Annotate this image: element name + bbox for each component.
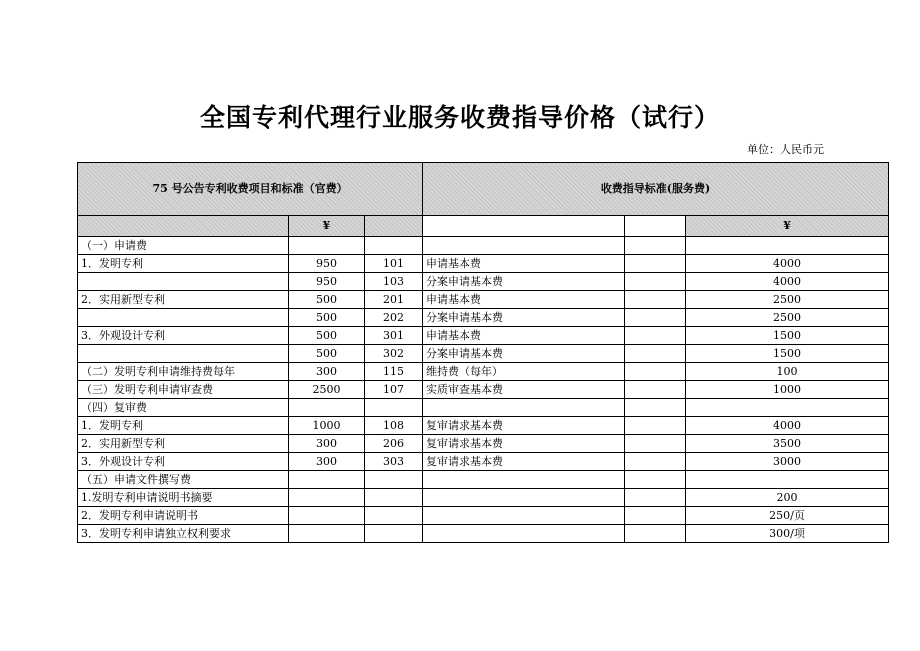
currency-unit: 单位：人民币元 xyxy=(747,143,824,156)
table-row xyxy=(78,291,889,309)
blank-cell xyxy=(625,273,686,291)
service-fee-amount xyxy=(686,471,889,489)
official-fee-amount: 1000 xyxy=(289,417,365,435)
fee-item: （三）发明专利申请审查费 xyxy=(78,381,289,399)
service-code: 303 xyxy=(365,453,423,471)
table-header-row xyxy=(78,163,889,216)
blank-cell xyxy=(625,525,686,543)
fee-item: 1.发明专利申请说明书摘要 xyxy=(78,489,289,507)
service-code xyxy=(365,489,423,507)
fee-item: （一）申请费 xyxy=(78,237,289,255)
service-item: 复审请求基本费 xyxy=(423,435,625,453)
service-fee-amount: 1500 xyxy=(686,345,889,363)
table-row xyxy=(78,399,889,417)
official-fee-amount xyxy=(289,237,365,255)
table-row xyxy=(78,363,889,381)
service-item: 实质审查基本费 xyxy=(423,381,625,399)
fee-item xyxy=(78,345,289,363)
page-title: 全国专利代理行业服务收费指导价格（试行） xyxy=(199,103,720,132)
fee-item: 3．发明专利申请独立权利要求 xyxy=(78,525,289,543)
official-fee-amount: 950 xyxy=(289,273,365,291)
service-fee-amount: 3000 xyxy=(686,453,889,471)
table-row xyxy=(78,525,889,543)
service-fee-amount: 3500 xyxy=(686,435,889,453)
service-item xyxy=(423,525,625,543)
service-item: 维持费（每年） xyxy=(423,363,625,381)
table-row xyxy=(78,453,889,471)
service-fee-amount: 4000 xyxy=(686,417,889,435)
service-fee-amount: 300/项 xyxy=(686,525,889,543)
blank-cell xyxy=(625,327,686,345)
official-fee-amount: 300 xyxy=(289,453,365,471)
official-fee-amount xyxy=(289,507,365,525)
blank-cell xyxy=(625,363,686,381)
service-item xyxy=(423,507,625,525)
service-fee-amount: 2500 xyxy=(686,291,889,309)
service-code: 115 xyxy=(365,363,423,381)
service-fee-amount: 200 xyxy=(686,489,889,507)
official-fee-amount xyxy=(289,489,365,507)
blank-cell xyxy=(625,471,686,489)
currency-cell-service: ¥ xyxy=(686,216,889,237)
service-item xyxy=(423,471,625,489)
fee-item: （二）发明专利申请维持费每年 xyxy=(78,363,289,381)
service-item: 申请基本费 xyxy=(423,255,625,273)
service-item: 申请基本费 xyxy=(423,327,625,345)
service-fee-amount xyxy=(686,237,889,255)
header-service-fees: 收费指导标准(服务费) xyxy=(423,163,889,216)
official-fee-amount: 300 xyxy=(289,363,365,381)
fee-item: 3．外观设计专利 xyxy=(78,453,289,471)
service-code: 206 xyxy=(365,435,423,453)
table-row xyxy=(78,435,889,453)
service-fee-amount: 4000 xyxy=(686,273,889,291)
service-item: 分案申请基本费 xyxy=(423,345,625,363)
service-fee-amount: 1500 xyxy=(686,327,889,345)
blank-cell xyxy=(625,291,686,309)
service-code: 301 xyxy=(365,327,423,345)
service-item: 分案申请基本费 xyxy=(423,309,625,327)
blank-cell xyxy=(625,489,686,507)
official-fee-amount xyxy=(289,471,365,489)
service-code xyxy=(365,471,423,489)
currency-row xyxy=(78,216,889,237)
blank-cell xyxy=(625,399,686,417)
official-fee-amount: 500 xyxy=(289,309,365,327)
official-fee-amount: 300 xyxy=(289,435,365,453)
fee-item: （五）申请文件撰写费 xyxy=(78,471,289,489)
header-official-fees: 75 号公告专利收费项目和标准（官费） xyxy=(78,163,423,216)
service-fee-amount: 4000 xyxy=(686,255,889,273)
fee-item: 2．实用新型专利 xyxy=(78,435,289,453)
table-row xyxy=(78,507,889,525)
table-row xyxy=(78,381,889,399)
table-row xyxy=(78,237,889,255)
blank-cell xyxy=(625,507,686,525)
official-fee-amount xyxy=(289,525,365,543)
fee-item: 1．发明专利 xyxy=(78,417,289,435)
fee-item xyxy=(78,273,289,291)
fee-item xyxy=(78,309,289,327)
blank-cell xyxy=(625,453,686,471)
blank-cell xyxy=(625,345,686,363)
table-row xyxy=(78,417,889,435)
service-code: 103 xyxy=(365,273,423,291)
fee-item: 1．发明专利 xyxy=(78,255,289,273)
table-row xyxy=(78,327,889,345)
service-item xyxy=(423,489,625,507)
service-item xyxy=(423,237,625,255)
blank-cell xyxy=(625,255,686,273)
service-code: 108 xyxy=(365,417,423,435)
blank-cell xyxy=(625,381,686,399)
official-fee-amount: 950 xyxy=(289,255,365,273)
official-fee-amount: 500 xyxy=(289,291,365,309)
fee-item: 2．发明专利申请说明书 xyxy=(78,507,289,525)
blank-cell xyxy=(625,309,686,327)
currency-cell-official: ¥ xyxy=(289,216,365,237)
service-fee-amount: 250/页 xyxy=(686,507,889,525)
fee-item: 2．实用新型专利 xyxy=(78,291,289,309)
fee-item: 3．外观设计专利 xyxy=(78,327,289,345)
service-code xyxy=(365,525,423,543)
currency-cell-blank xyxy=(365,216,423,237)
table-row xyxy=(78,345,889,363)
table-row xyxy=(78,309,889,327)
currency-cell-blank xyxy=(78,216,289,237)
official-fee-amount xyxy=(289,399,365,417)
fee-item: （四）复审费 xyxy=(78,399,289,417)
service-code xyxy=(365,399,423,417)
service-code: 107 xyxy=(365,381,423,399)
currency-cell-blank xyxy=(423,216,625,237)
service-item: 复审请求基本费 xyxy=(423,453,625,471)
table-row xyxy=(78,255,889,273)
fee-table xyxy=(77,162,889,543)
service-code: 201 xyxy=(365,291,423,309)
service-item: 复审请求基本费 xyxy=(423,417,625,435)
service-code xyxy=(365,237,423,255)
official-fee-amount: 500 xyxy=(289,345,365,363)
service-item: 申请基本费 xyxy=(423,291,625,309)
official-fee-amount: 500 xyxy=(289,327,365,345)
service-fee-amount: 1000 xyxy=(686,381,889,399)
table-row xyxy=(78,471,889,489)
service-code: 302 xyxy=(365,345,423,363)
service-code xyxy=(365,507,423,525)
blank-cell xyxy=(625,237,686,255)
table-row xyxy=(78,273,889,291)
service-item xyxy=(423,399,625,417)
service-code: 101 xyxy=(365,255,423,273)
service-fee-amount: 2500 xyxy=(686,309,889,327)
official-fee-amount: 2500 xyxy=(289,381,365,399)
table-row xyxy=(78,489,889,507)
service-fee-amount xyxy=(686,399,889,417)
service-fee-amount: 100 xyxy=(686,363,889,381)
blank-cell xyxy=(625,417,686,435)
currency-cell-blank xyxy=(625,216,686,237)
blank-cell xyxy=(625,435,686,453)
service-item: 分案申请基本费 xyxy=(423,273,625,291)
service-code: 202 xyxy=(365,309,423,327)
